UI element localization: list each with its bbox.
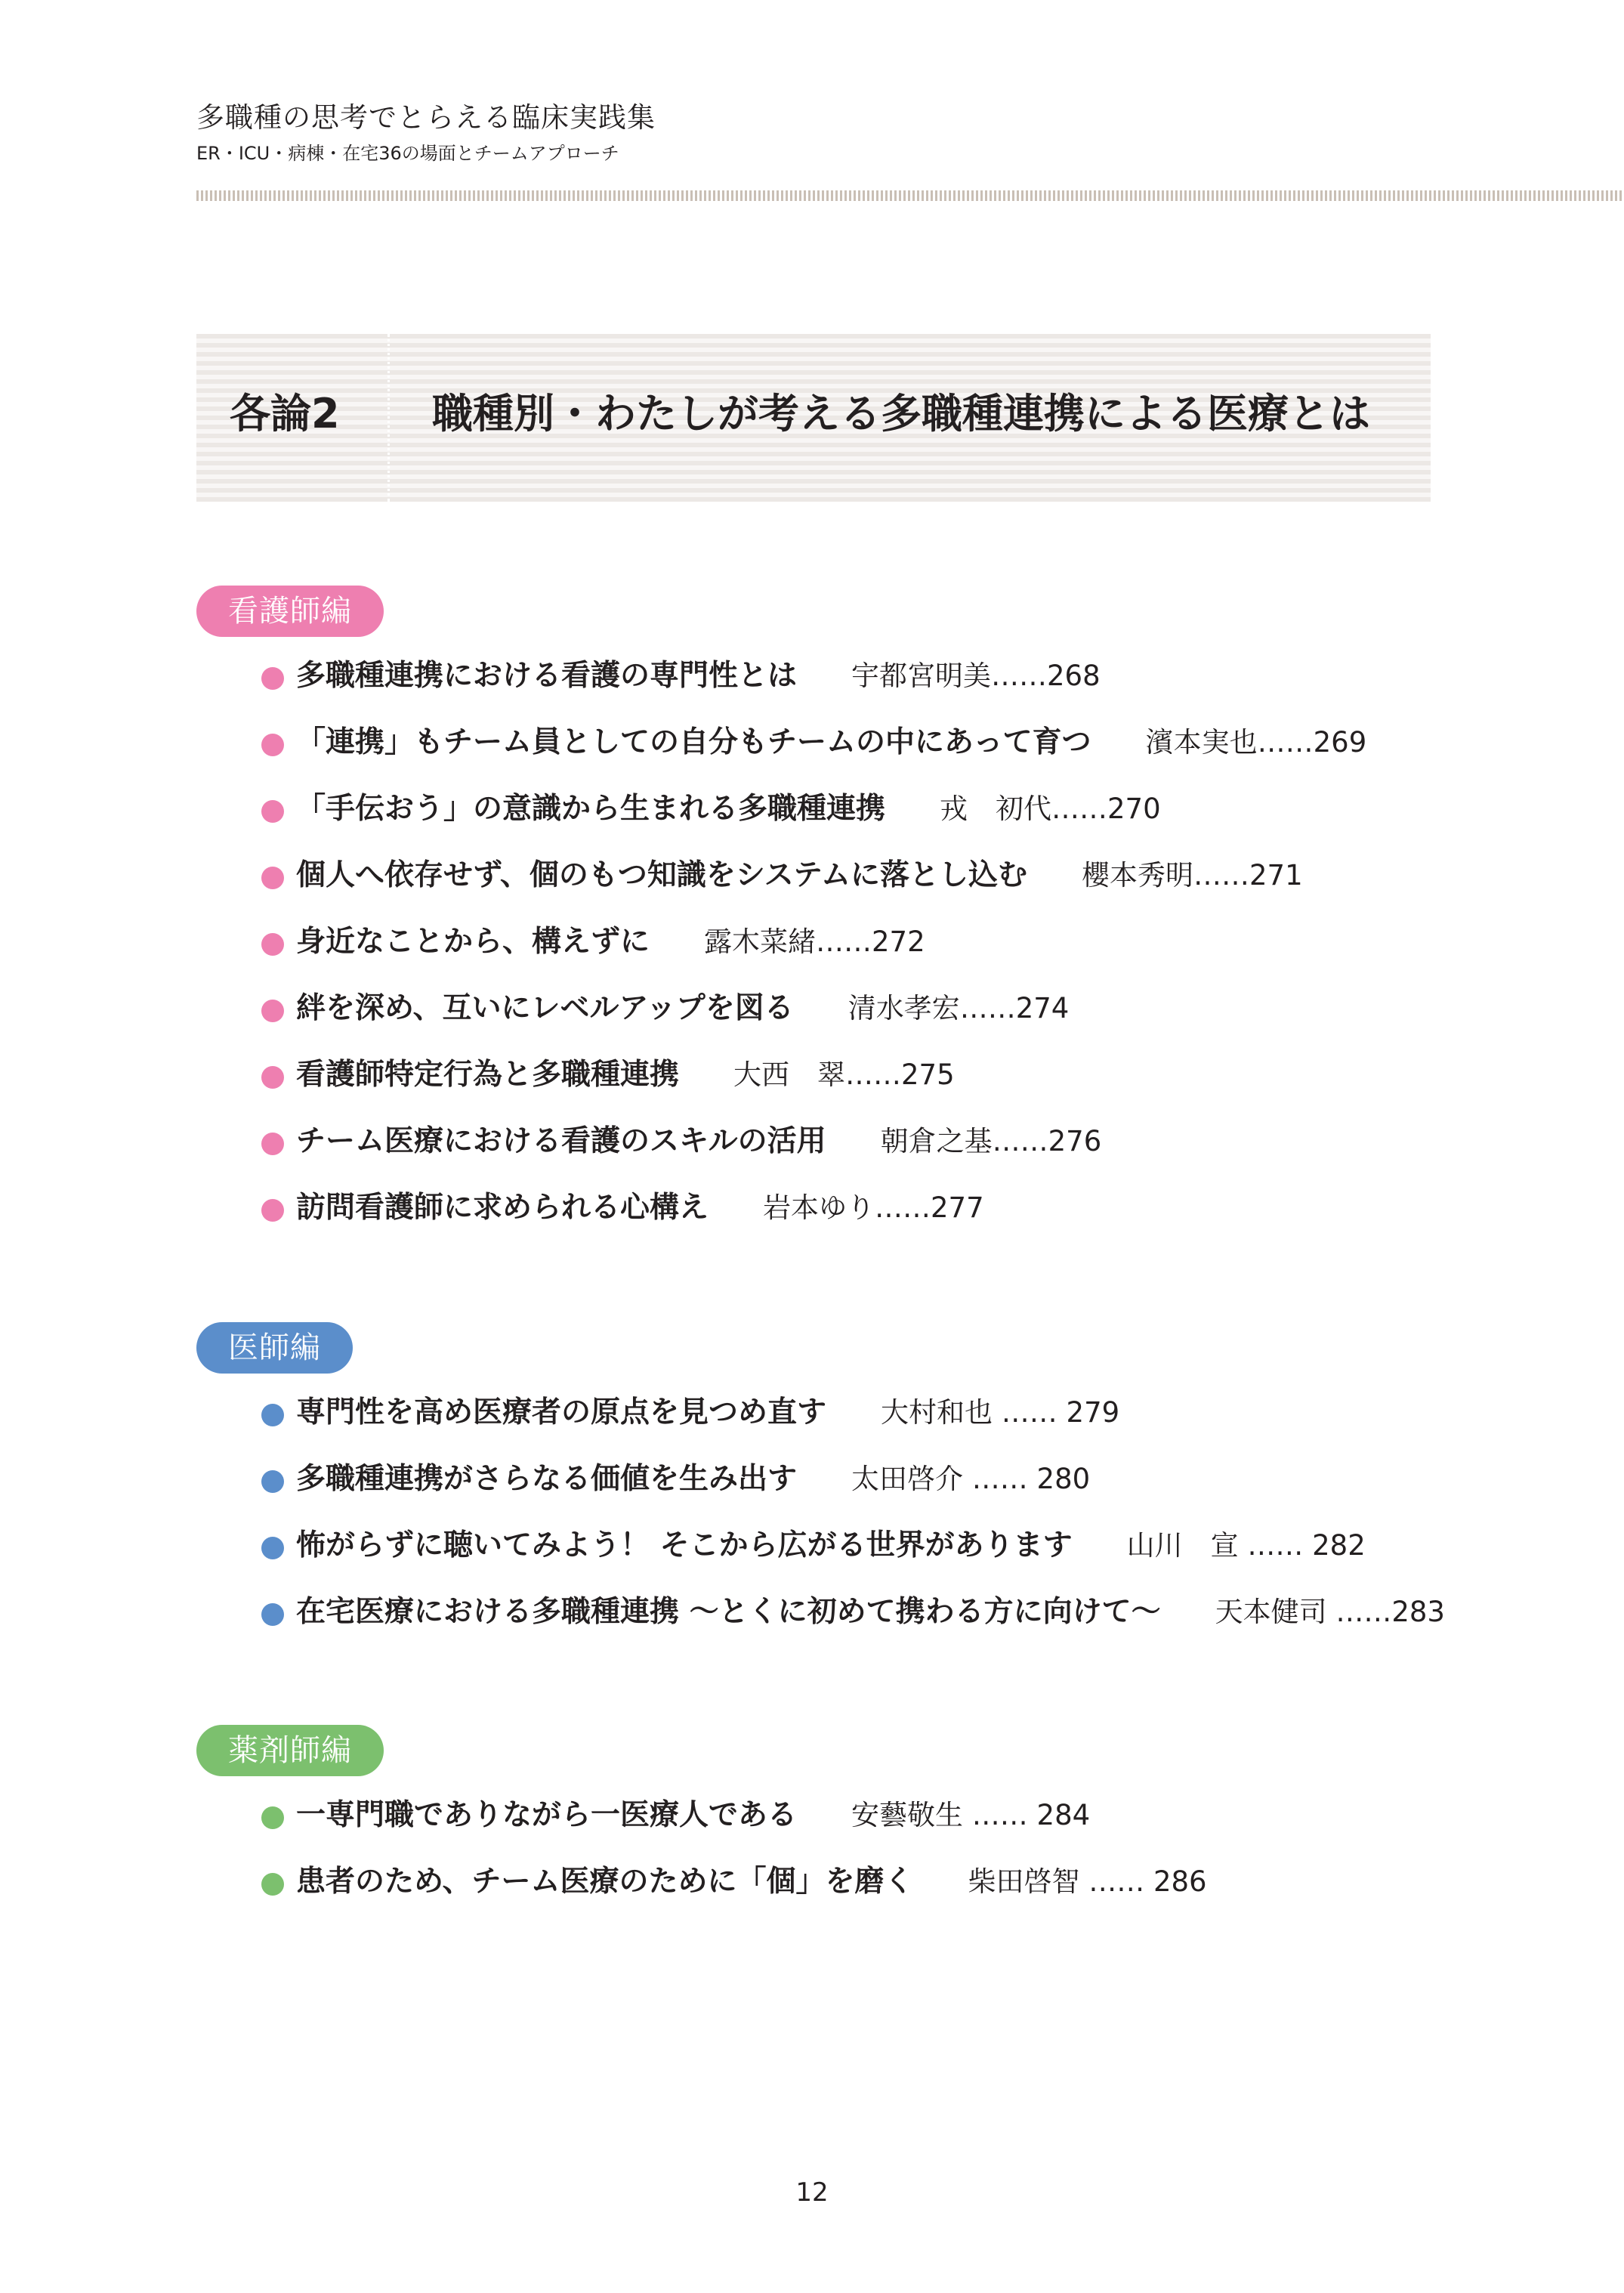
toc-entry[interactable] xyxy=(196,1380,1556,1446)
entry-author-page: 露木菜緒……272 xyxy=(704,926,925,958)
bullet-icon xyxy=(261,1066,284,1089)
bullet-icon xyxy=(261,1537,284,1559)
entry-author-page: 太田啓介 …… 280 xyxy=(851,1463,1091,1495)
entry-author-page: 濱本実也……269 xyxy=(1145,726,1367,759)
bullet-icon xyxy=(261,867,284,889)
toc-entry[interactable] xyxy=(196,909,1556,975)
header-rule xyxy=(196,190,1624,201)
chapter-title: 職種別・わたしが考える多職種連携による医療とは xyxy=(432,390,1370,437)
bullet-icon xyxy=(261,1000,284,1022)
entry-title: チーム医療における看護のスキルの活用 xyxy=(296,1124,826,1158)
bullet-icon xyxy=(261,1133,284,1155)
entry-author-page: 岩本ゆり……277 xyxy=(763,1191,984,1224)
section-nurse xyxy=(196,586,1556,1241)
toc-entry[interactable] xyxy=(196,1446,1556,1513)
chapter-divider xyxy=(387,334,390,502)
entry-list xyxy=(196,643,1556,1241)
toc-entry[interactable] xyxy=(196,776,1556,842)
bullet-icon xyxy=(261,1199,284,1222)
entry-author-page: 朝倉之基……276 xyxy=(880,1125,1102,1157)
bullet-icon xyxy=(261,933,284,956)
toc-entry[interactable] xyxy=(196,709,1556,776)
section-pharmacist xyxy=(196,1725,1556,1915)
bullet-icon xyxy=(261,1603,284,1626)
chapter-label: 各論2 xyxy=(230,390,340,437)
section-label-pharmacist: 薬剤師編 xyxy=(196,1725,384,1776)
entry-title: 絆を深め、互いにレベルアップを図る xyxy=(296,991,794,1025)
bullet-icon xyxy=(261,667,284,690)
bullet-icon xyxy=(261,1404,284,1426)
toc-entry[interactable] xyxy=(196,1108,1556,1175)
toc-entry[interactable] xyxy=(196,643,1556,709)
entry-author-page: 大西 翠……275 xyxy=(733,1058,955,1091)
entry-title: 多職種連携における看護の専門性とは xyxy=(296,659,798,693)
entry-title: 身近なことから、構えずに xyxy=(296,925,650,959)
bullet-icon xyxy=(261,1873,284,1896)
entry-author-page: 櫻本秀明……271 xyxy=(1081,859,1303,892)
entry-author-page: 宇都宮明美……268 xyxy=(851,660,1101,692)
entry-author-page: 戎 初代……270 xyxy=(940,793,1161,825)
entry-title: 看護師特定行為と多職種連携 xyxy=(296,1058,680,1092)
bullet-icon xyxy=(261,800,284,823)
entry-title: 怖がらずに聴いてみよう！ そこから広がる世界があります xyxy=(296,1528,1073,1562)
entry-title: 訪問看護師に求められる心構え xyxy=(296,1191,709,1225)
entry-title: 患者のため、チーム医療のために「個」を磨く xyxy=(296,1865,914,1899)
toc-entry[interactable] xyxy=(196,975,1556,1042)
toc-entry[interactable] xyxy=(196,1579,1556,1646)
entry-title: 個人へ依存せず、個のもつ知識をシステムに落とし込む xyxy=(296,858,1027,892)
entry-author-page: 山川 宣 …… 282 xyxy=(1126,1529,1366,1562)
page-number: 12 xyxy=(795,2177,829,2208)
entry-author-page: 大村和也 …… 279 xyxy=(881,1396,1120,1429)
entry-author-page: 柴田啓智 …… 286 xyxy=(968,1865,1207,1898)
entry-title: 多職種連携がさらなる価値を生み出す xyxy=(296,1462,798,1496)
entry-title: 在宅医療における多職種連携 ～とくに初めて携わる方に向けて～ xyxy=(296,1595,1161,1629)
toc-entry[interactable] xyxy=(196,842,1556,909)
section-label-nurse: 看護師編 xyxy=(196,586,384,637)
entry-title: 専門性を高め医療者の原点を見つめ直す xyxy=(296,1395,827,1429)
entry-author-page: 天本健司 ……283 xyxy=(1215,1596,1445,1628)
running-header xyxy=(196,100,656,166)
book-subtitle: ER・ICU・病棟・在宅36の場面とチームアプローチ xyxy=(196,143,619,164)
section-doctor xyxy=(196,1322,1556,1646)
bullet-icon xyxy=(261,1806,284,1829)
toc-entry[interactable] xyxy=(196,1513,1556,1579)
entry-list xyxy=(196,1782,1556,1915)
bullet-icon xyxy=(261,734,284,756)
entry-title: 「連携」もチーム員としての自分もチームの中にあって育つ xyxy=(296,725,1091,759)
bullet-icon xyxy=(261,1470,284,1493)
entry-author-page: 清水孝宏……274 xyxy=(848,992,1070,1024)
entry-title: 一専門職でありながら一医療人である xyxy=(296,1798,798,1832)
entry-author-page: 安藝敬生 …… 284 xyxy=(851,1799,1091,1831)
section-label-doctor: 医師編 xyxy=(196,1322,353,1374)
toc-entry[interactable] xyxy=(196,1849,1556,1915)
book-title: 多職種の思考でとらえる臨床実践集 xyxy=(196,101,656,134)
chapter-banner xyxy=(196,334,1431,502)
toc-entry[interactable] xyxy=(196,1782,1556,1849)
entry-list xyxy=(196,1380,1556,1646)
toc-entry[interactable] xyxy=(196,1042,1556,1108)
entry-title: 「手伝おう」の意識から生まれる多職種連携 xyxy=(296,792,886,826)
toc-entry[interactable] xyxy=(196,1175,1556,1241)
